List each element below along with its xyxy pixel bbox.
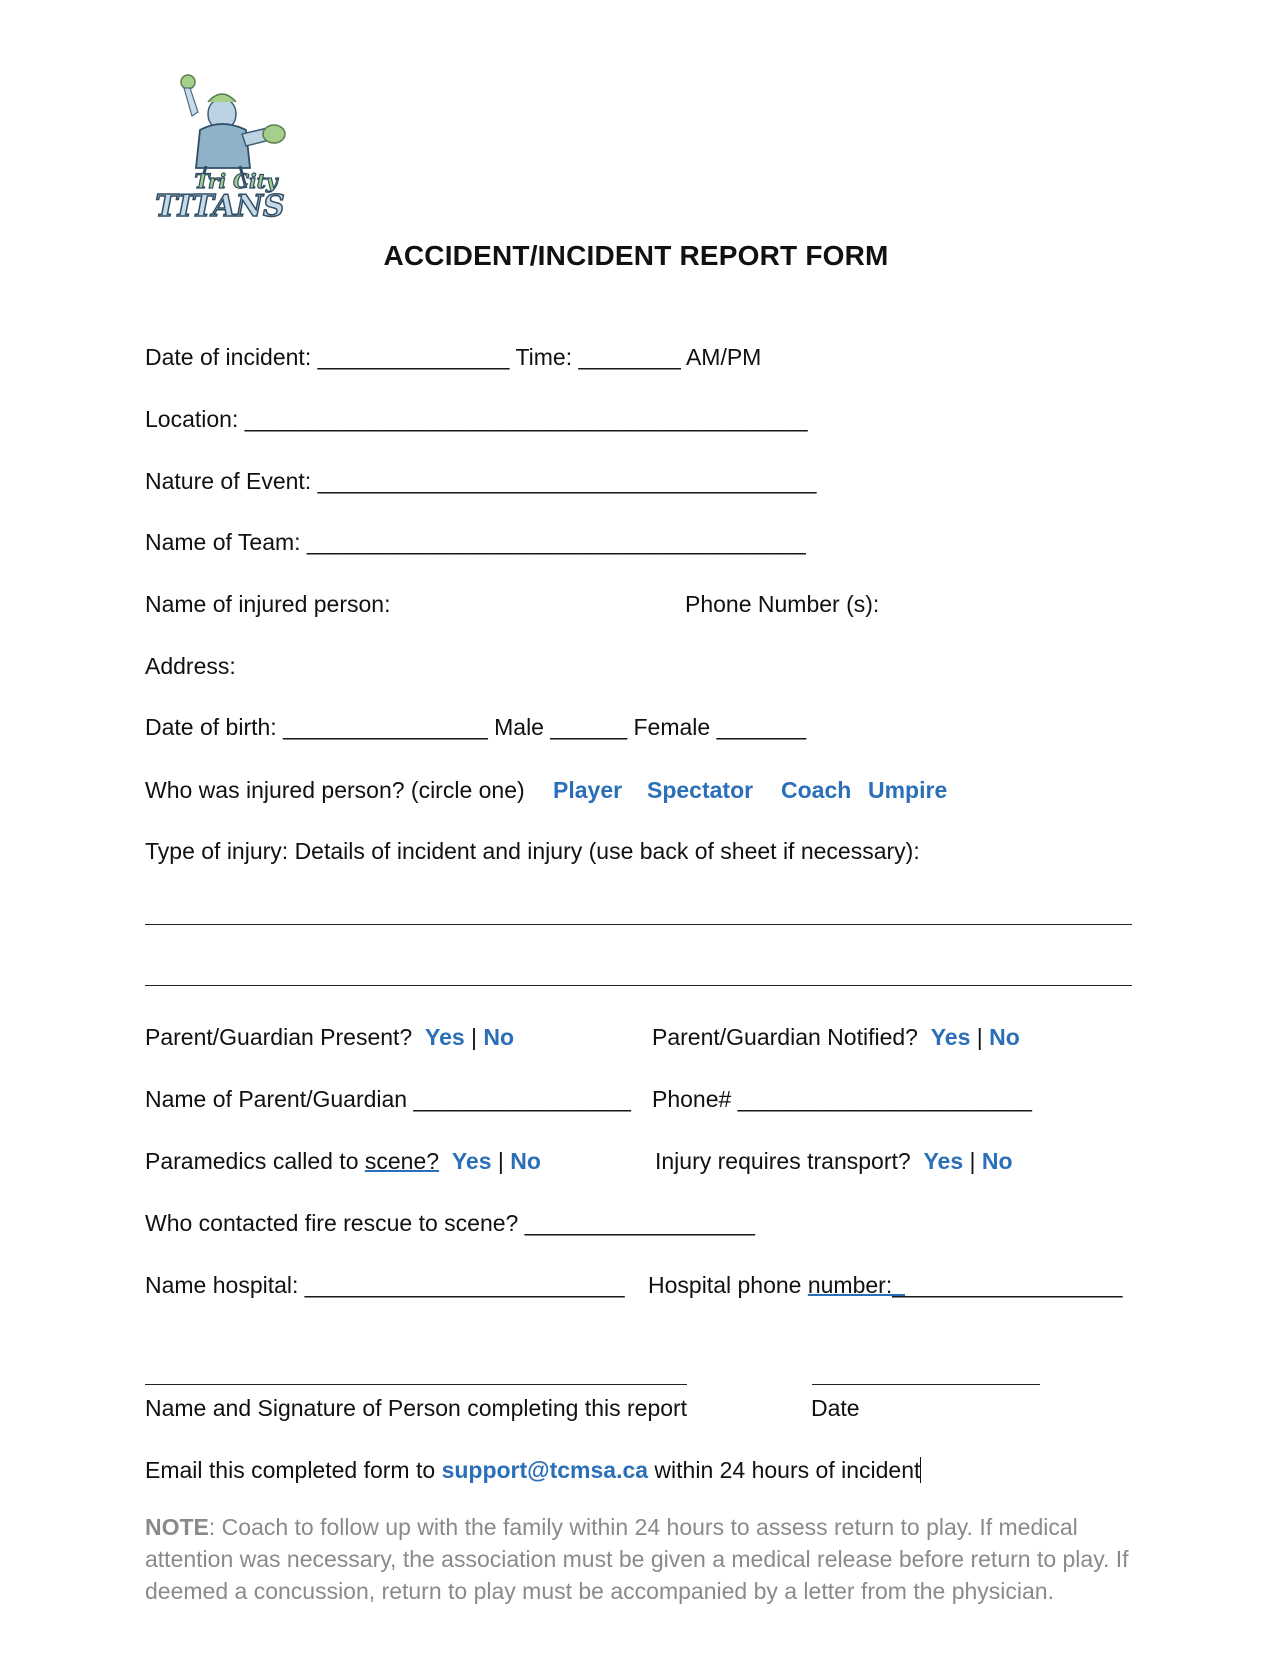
paramedics-label: Paramedics called to	[145, 1148, 365, 1174]
text-cursor	[920, 1457, 921, 1483]
form-title: ACCIDENT/INCIDENT REPORT FORM	[383, 240, 889, 271]
nature-of-event-field[interactable]: Nature of Event: _______________________________________	[145, 468, 817, 494]
injury-details-line-1[interactable]	[145, 924, 1132, 925]
email-prefix: Email this completed form to	[145, 1457, 442, 1483]
transport-no[interactable]: No	[981, 1148, 1013, 1174]
logo-tri-city-text: Tri City	[194, 169, 278, 193]
dob-gender-field[interactable]: Date of birth: ________________ Male ______ Female _______	[145, 714, 807, 740]
separator: |	[497, 1148, 504, 1174]
parent-notified-no[interactable]: No	[989, 1024, 1020, 1050]
date-label: Date	[811, 1395, 860, 1421]
logo-titans-text: TITANS	[155, 189, 285, 224]
address-label: Address:	[145, 653, 236, 679]
option-umpire[interactable]: Umpire	[868, 777, 948, 803]
email-instruction	[145, 1456, 921, 1484]
paramedics-scene-word: scene?	[364, 1148, 440, 1174]
option-spectator[interactable]: Spectator	[647, 777, 754, 803]
transport-row	[655, 1147, 1013, 1175]
phone-numbers-label: Phone Number (s):	[685, 591, 880, 617]
parent-present-no[interactable]: No	[483, 1024, 515, 1050]
injured-person-label: Name of injured person:	[145, 591, 391, 617]
parent-name-field[interactable]: Name of Parent/Guardian _________________	[145, 1086, 631, 1112]
hospital-phone-field[interactable]	[648, 1271, 1122, 1299]
hospital-phone-line: _________________	[905, 1272, 1123, 1298]
transport-label: Injury requires transport?	[655, 1148, 911, 1174]
signature-label: Name and Signature of Person completing this report	[145, 1395, 688, 1421]
paramedics-row	[145, 1147, 541, 1175]
parent-present-row	[145, 1023, 514, 1051]
hospital-name-field[interactable]: Name hospital: _________________________	[145, 1272, 625, 1298]
parent-present-label: Parent/Guardian Present?	[145, 1024, 413, 1050]
hospital-phone-label: Hospital phone	[648, 1272, 808, 1298]
hospital-phone-number-word: number:_	[807, 1272, 906, 1298]
location-field[interactable]: Location: ____________________________________________	[145, 406, 808, 432]
parent-notified-yes[interactable]: Yes	[930, 1024, 971, 1050]
separator: |	[471, 1024, 478, 1050]
date-time-field[interactable]: Date of incident: _______________ Time: ________ AM/PM	[145, 344, 762, 370]
paramedics-yes[interactable]: Yes	[451, 1148, 492, 1174]
parent-notified-label: Parent/Guardian Notified?	[652, 1024, 918, 1050]
who-injured-label: Who was injured person? (circle one)	[145, 777, 525, 803]
signature-line[interactable]	[145, 1384, 687, 1385]
date-line[interactable]	[812, 1384, 1040, 1385]
option-player[interactable]: Player	[553, 777, 623, 803]
parent-notified-row	[652, 1023, 1020, 1051]
parent-present-yes[interactable]: Yes	[425, 1024, 465, 1050]
parent-phone-field[interactable]: Phone# _______________________	[652, 1086, 1032, 1112]
transport-yes[interactable]: Yes	[923, 1148, 964, 1174]
fire-rescue-field[interactable]: Who contacted fire rescue to scene? __________________	[145, 1210, 755, 1236]
note-text: : Coach to follow up with the family within 24 hours to assess return to play. If medical attention was necessary, the association must be given a medical release before return to play. If deemed a concussion, return to play must be accompanied by a letter from the physician.	[145, 1514, 1129, 1604]
tri-city-titans-logo	[150, 72, 300, 237]
paramedics-no[interactable]: No	[510, 1148, 541, 1174]
team-name-field[interactable]: Name of Team: _______________________________________	[145, 529, 806, 555]
note-label: NOTE	[145, 1514, 209, 1540]
separator: |	[969, 1148, 976, 1174]
option-coach[interactable]: Coach	[781, 777, 852, 803]
support-email-link[interactable]: support@tcmsa.ca	[441, 1457, 649, 1483]
injury-type-label: Type of injury: Details of incident and injury (use back of sheet if necessary):	[145, 838, 920, 864]
separator: |	[976, 1024, 983, 1050]
injury-details-line-2[interactable]	[145, 985, 1132, 986]
email-suffix: within 24 hours of incident	[648, 1457, 921, 1483]
note-paragraph	[145, 1511, 1135, 1607]
